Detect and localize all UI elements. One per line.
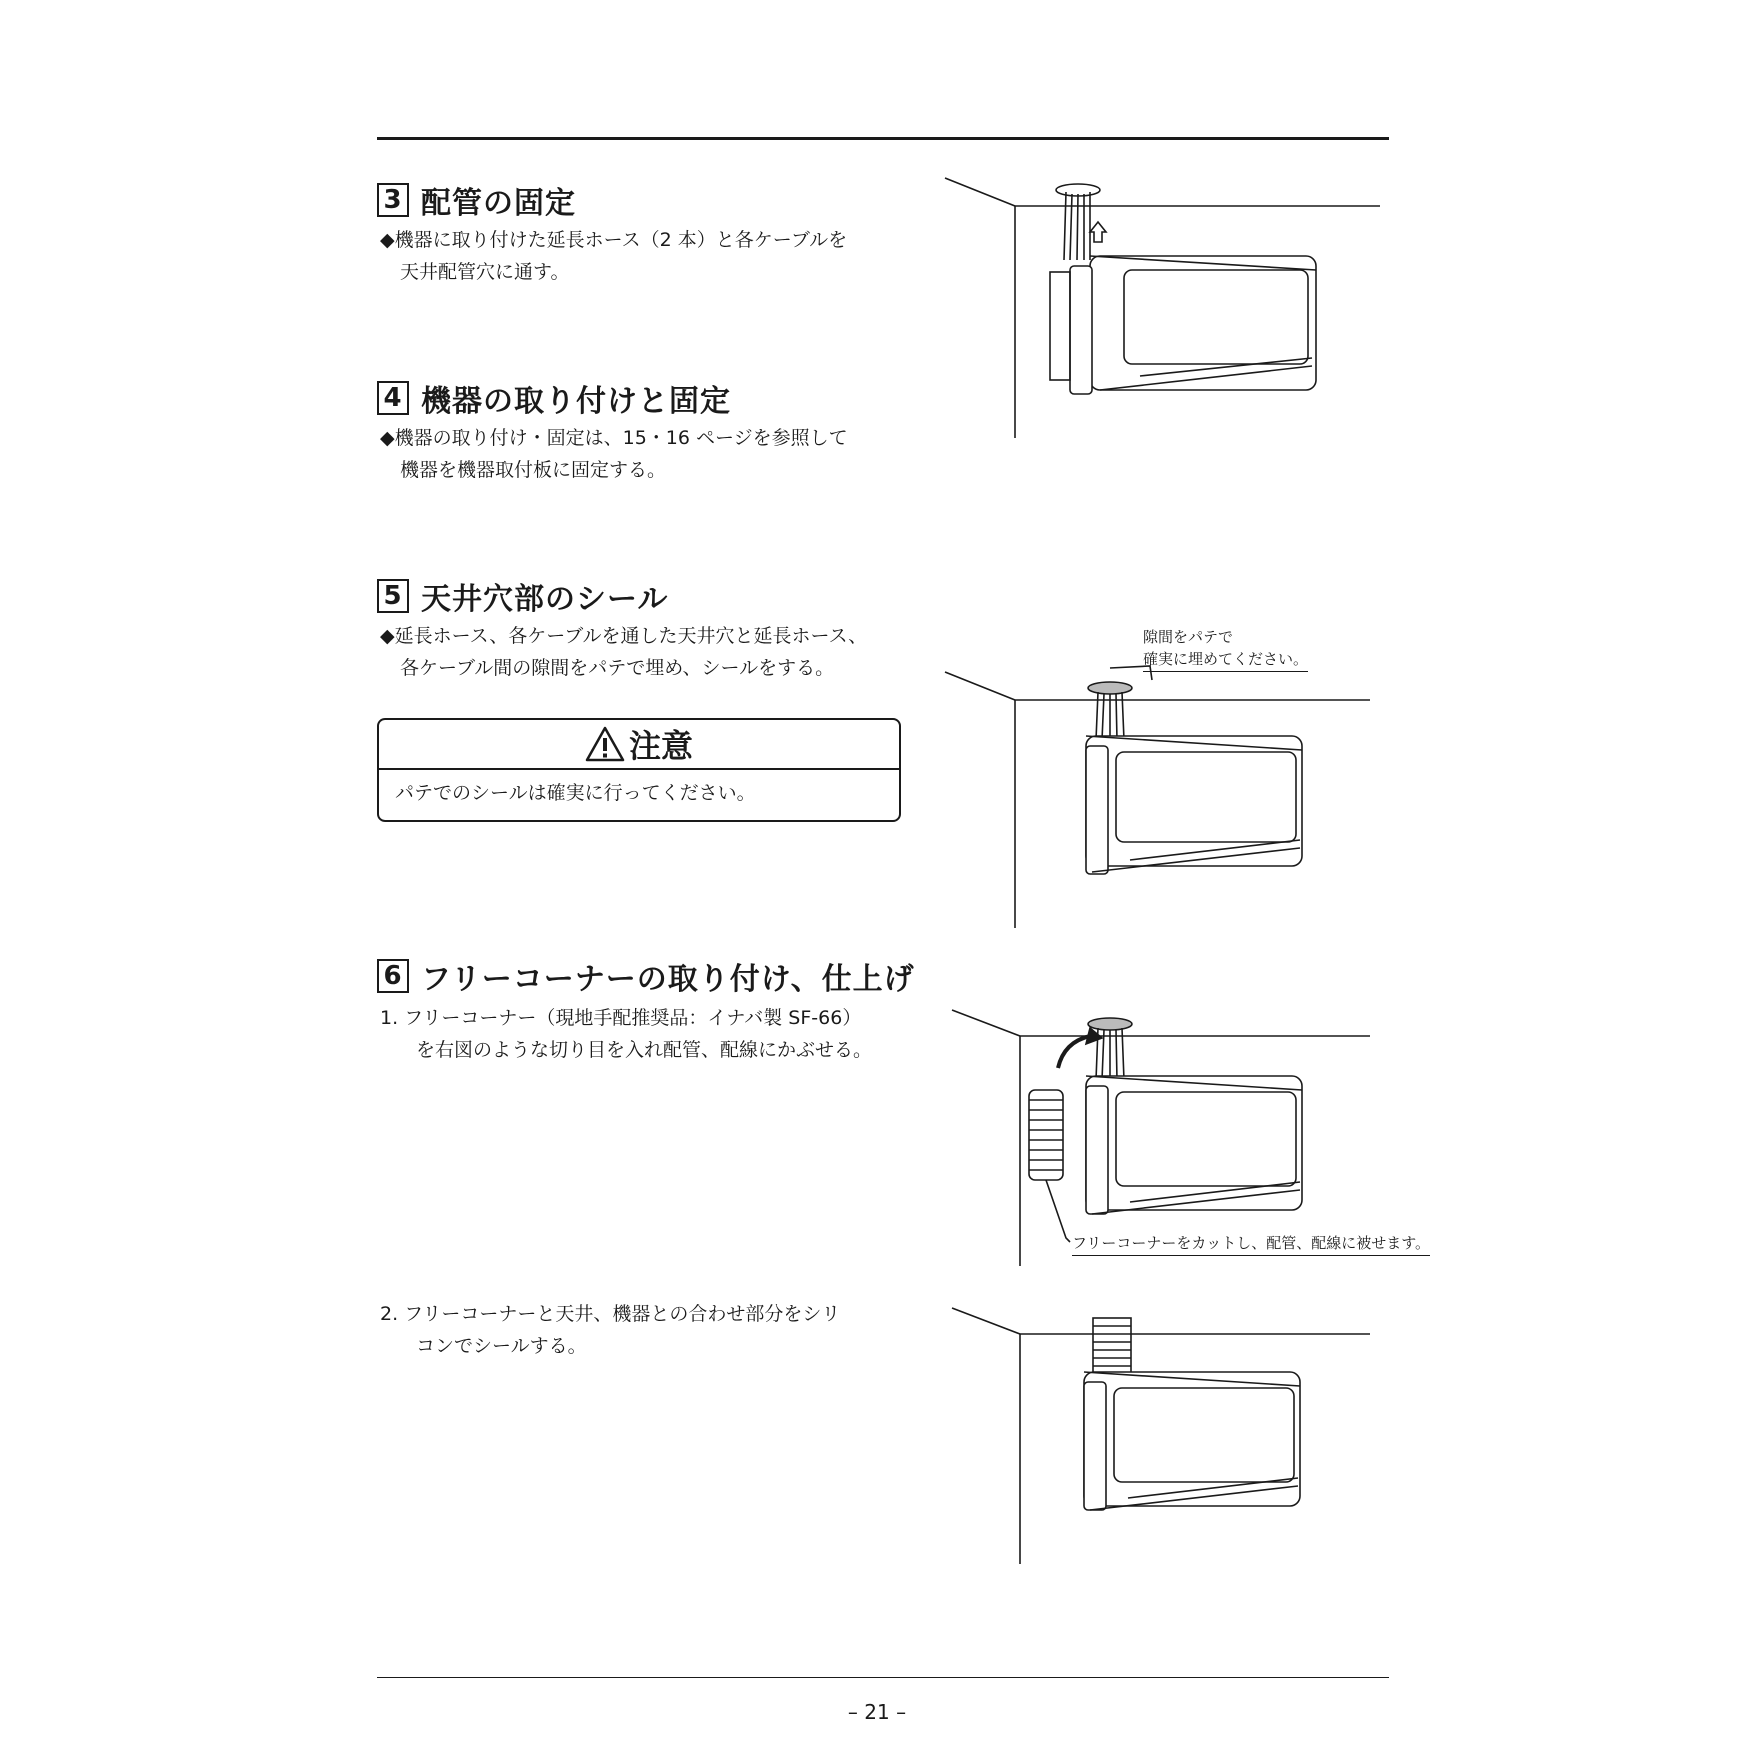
section-3-heading [377, 178, 576, 222]
section-5-text: ◆延長ホース、各ケーブルを通した天井穴と延長ホース、 各ケーブル間の隙間をパテで埋め、シールをする。 [380, 625, 868, 679]
section-5-heading [377, 574, 668, 618]
bottom-rule [377, 1677, 1389, 1678]
caution-box [377, 718, 901, 822]
section-number: 3 [377, 183, 409, 217]
ceiling-pipe-illustration [940, 170, 1400, 450]
warning-triangle-icon [585, 726, 625, 762]
section-4-heading [377, 376, 731, 420]
section-title: 配管の固定 [421, 186, 576, 221]
section-title: フリーコーナーの取り付け、仕上げ [421, 962, 915, 997]
top-rule [377, 137, 1389, 140]
section-number: 5 [377, 579, 409, 613]
caution-title: 注意 [628, 727, 693, 765]
putty-seal-illustration [940, 660, 1400, 930]
section-title: 機器の取り付けと固定 [421, 384, 731, 419]
section-6-heading [377, 954, 915, 998]
section-4-text: ◆機器の取り付け・固定は、15・16 ページを参照して 機器を機器取付板に固定する。 [380, 427, 848, 481]
section-3-text: ◆機器に取り付けた延長ホース（2 本）と各ケーブルを 天井配管穴に通す。 [380, 229, 848, 283]
section-6-step-2: 2. フリーコーナーと天井、機器との合わせ部分をシリ コンでシールする。 [380, 1303, 841, 1357]
section-number: 6 [377, 959, 409, 993]
section-6-step-1: 1. フリーコーナー（現地手配推奨品：イナバ製 SF-66） を右図のような切り目を入れ配管、配線にかぶせる。 [380, 1007, 873, 1061]
corner-cut-label: フリーコーナーをカットし、配管、配線に被せます。 [1072, 1232, 1430, 1256]
section-title: 天井穴部のシール [421, 582, 669, 617]
putty-label: 隙間をパテで 確実に埋めてください。 [1143, 626, 1308, 672]
page-number: – 21 – [847, 1700, 907, 1724]
caution-header [379, 720, 899, 770]
free-corner-illustration [940, 1000, 1400, 1270]
finished-install-illustration [940, 1300, 1400, 1570]
section-number: 4 [377, 381, 409, 415]
caution-text: パテでのシールは確実に行ってください。 [395, 782, 756, 804]
